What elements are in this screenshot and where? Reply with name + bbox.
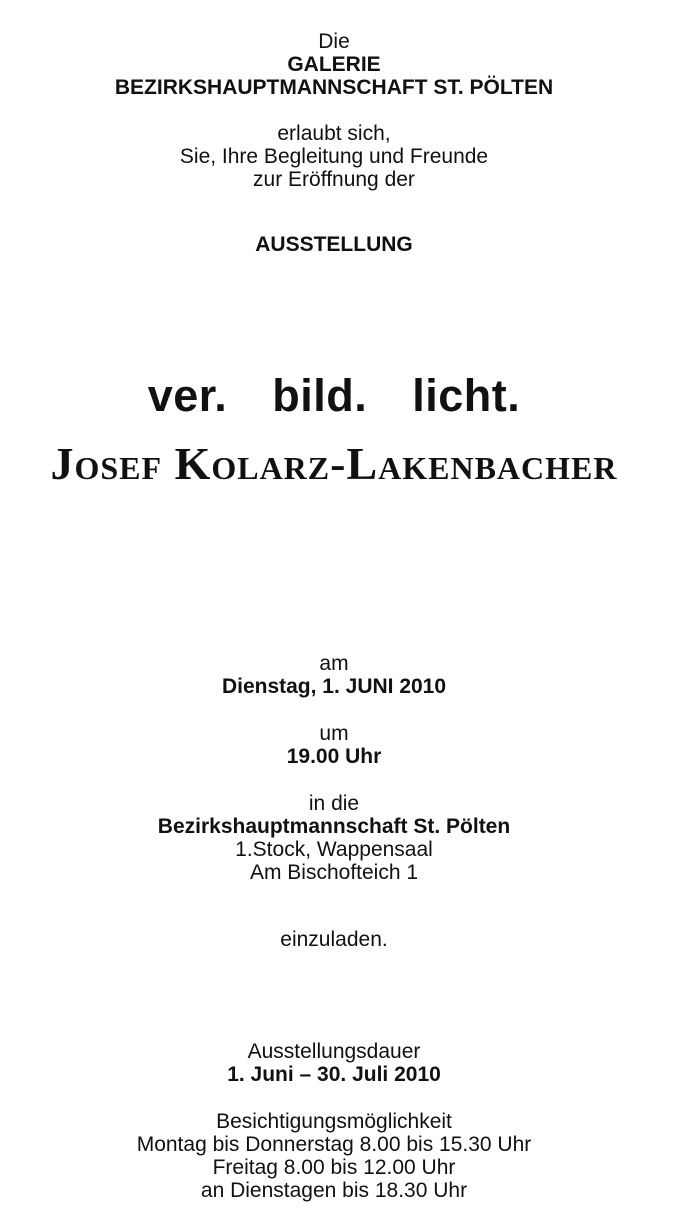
closing-block <box>0 928 668 951</box>
artist-name: Josef Kolarz-Lakenbacher <box>50 438 618 489</box>
visiting-hours-line-2: Freitag 8.00 bis 12.00 Uhr <box>212 1156 456 1179</box>
invite-line-1: erlaubt sich, <box>277 122 391 145</box>
venue-floor: 1.Stock, Wappensaal <box>235 838 433 861</box>
invite-line-3: zur Eröffnung der <box>253 168 415 191</box>
event-date: Dienstag, 1. JUNI 2010 <box>221 675 447 698</box>
venue-name: Bezirkshauptmannschaft St. Pölten <box>157 815 511 838</box>
header-intro-line: Die <box>318 30 350 53</box>
gallery-name: GALERIE <box>287 53 381 76</box>
exhibition-title: ver. bild. licht. <box>147 370 521 421</box>
event-date-block <box>0 652 668 698</box>
event-time: 19.00 Uhr <box>286 745 382 768</box>
invite-block <box>0 122 668 191</box>
institution-name: BEZIRKSHAUPTMANNSCHAFT ST. PÖLTEN <box>114 76 554 99</box>
venue-block <box>0 792 668 884</box>
header-block <box>0 30 668 99</box>
venue-street: Am Bischofteich 1 <box>249 861 419 884</box>
invite-line-2: Sie, Ihre Begleitung und Freunde <box>179 145 489 168</box>
exhibition-label-block <box>0 233 668 256</box>
visiting-hours-line-1: Montag bis Donnerstag 8.00 bis 15.30 Uhr <box>136 1133 532 1156</box>
visiting-label: Besichtigungsmöglichkeit <box>216 1110 452 1133</box>
date-label: am <box>319 652 349 675</box>
closing-line: einzuladen. <box>280 928 388 951</box>
event-time-block <box>0 722 668 768</box>
duration-block <box>0 1040 668 1086</box>
visiting-hours-line-3: an Dienstagen bis 18.30 Uhr <box>200 1179 468 1202</box>
duration-label: Ausstellungsdauer <box>247 1040 421 1063</box>
venue-label: in die <box>308 792 360 815</box>
exhibition-label: AUSSTELLUNG <box>255 233 413 256</box>
duration-range: 1. Juni – 30. Juli 2010 <box>227 1063 441 1086</box>
time-label: um <box>319 722 349 745</box>
visiting-hours-block <box>0 1110 668 1202</box>
